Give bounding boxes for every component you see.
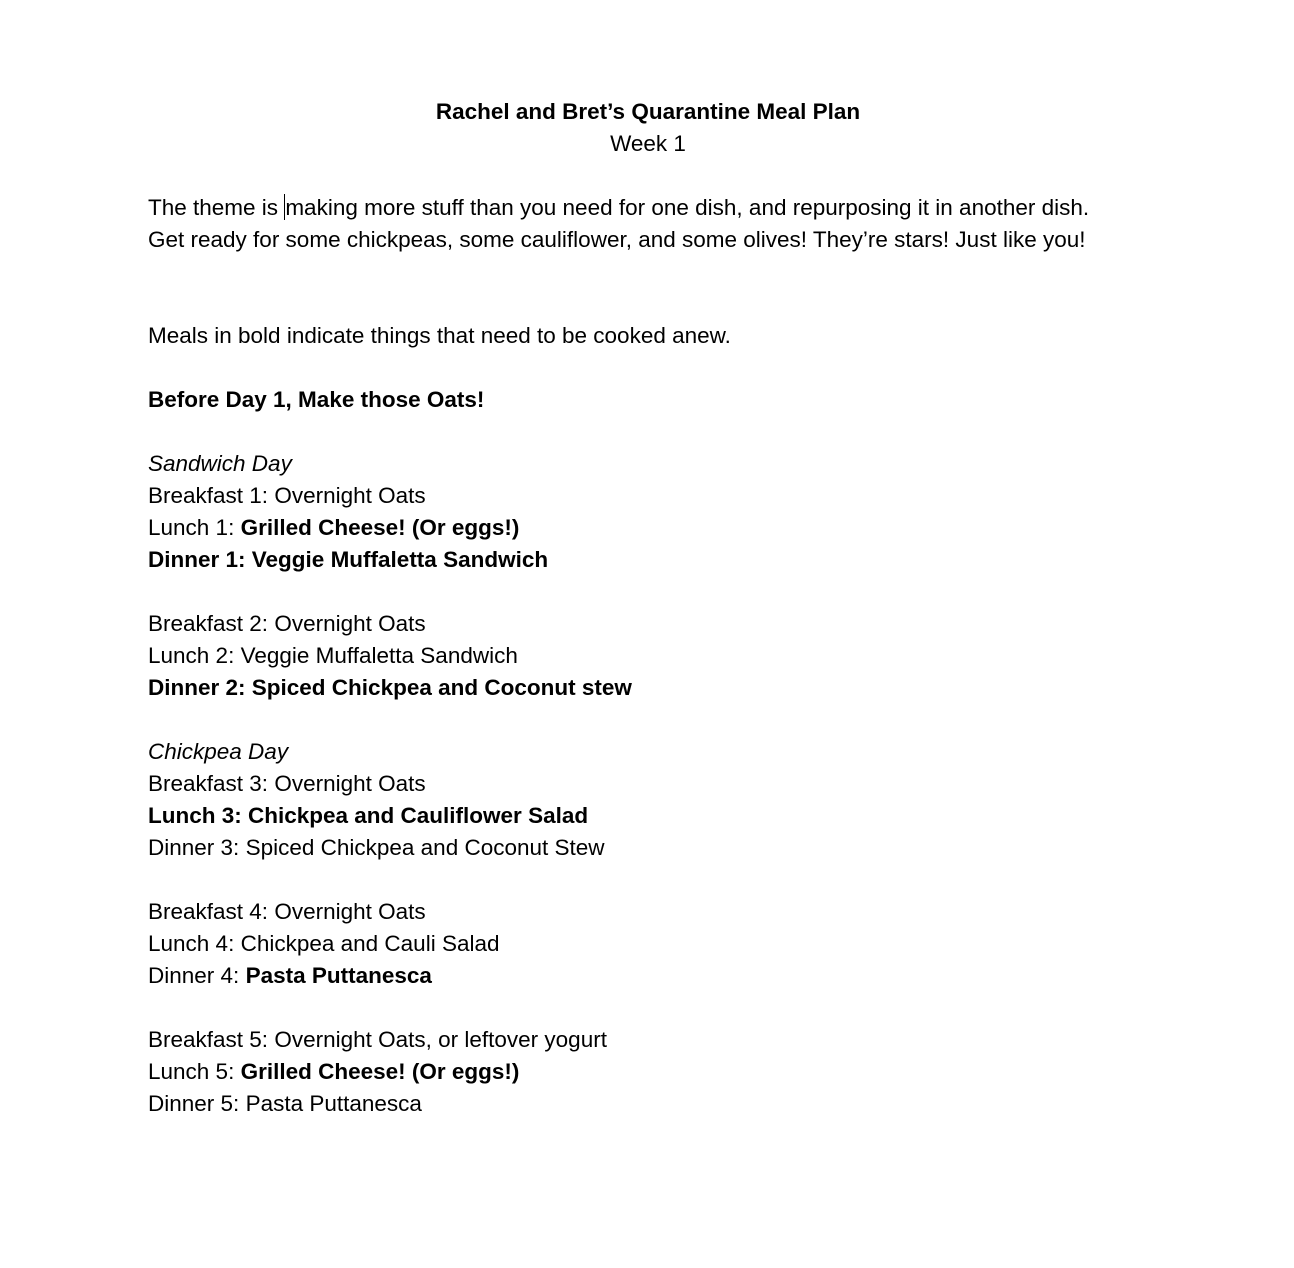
meal-dish: Veggie Muffaletta Sandwich <box>240 643 518 668</box>
meal-line <box>148 960 1148 992</box>
meal-line <box>148 768 1148 800</box>
day-block <box>148 608 1148 704</box>
meal-label: Lunch 4: <box>148 931 241 956</box>
day-heading: Chickpea Day <box>148 739 289 764</box>
meal-line <box>148 1056 1148 1088</box>
meal-line <box>148 480 1148 512</box>
meal-label: Lunch 1: <box>148 515 241 540</box>
meal-line <box>148 832 1148 864</box>
meal-line <box>148 1088 1148 1120</box>
meal-dish: Grilled Cheese! (Or eggs!) <box>240 1059 520 1084</box>
meal-line <box>148 640 1148 672</box>
meal-line <box>148 896 1148 928</box>
meal-line <box>148 544 1148 576</box>
meal-label: Dinner 4: <box>148 963 246 988</box>
day-block <box>148 736 1148 864</box>
meal-line <box>148 800 1148 832</box>
meal-label: Dinner 2: <box>148 675 252 700</box>
meal-line <box>148 928 1148 960</box>
meal-dish: Chickpea and Cauli Salad <box>240 931 500 956</box>
day-block <box>148 1024 1148 1120</box>
meal-dish: Veggie Muffaletta Sandwich <box>251 547 549 572</box>
meal-label: Dinner 5: <box>148 1091 246 1116</box>
day-block <box>148 448 1148 576</box>
meal-label: Breakfast 3: <box>148 771 275 796</box>
meal-schedule <box>148 416 1148 1120</box>
meal-dish: Overnight Oats <box>274 899 426 924</box>
meal-label: Breakfast 4: <box>148 899 275 924</box>
document-page[interactable] <box>148 96 1148 1120</box>
meal-dish: Spiced Chickpea and Coconut stew <box>251 675 632 700</box>
meal-dish: Grilled Cheese! (Or eggs!) <box>240 515 520 540</box>
day-heading: Sandwich Day <box>148 451 292 476</box>
meal-label: Lunch 5: <box>148 1059 241 1084</box>
meal-dish: Overnight Oats <box>274 611 426 636</box>
intro-paragraph-line-2: Get ready for some chickpeas, some cauliflower, and some olives! They’re stars! Just like you! <box>148 227 1086 252</box>
meal-dish: Pasta Puttanesca <box>245 963 432 988</box>
prep-heading: Before Day 1, Make those Oats! <box>148 387 485 412</box>
meal-line <box>148 1024 1148 1056</box>
meal-dish: Pasta Puttanesca <box>245 1091 422 1116</box>
meal-dish: Overnight Oats <box>274 483 426 508</box>
meal-label: Dinner 1: <box>148 547 252 572</box>
meal-dish: Chickpea and Cauliflower Salad <box>248 803 589 828</box>
meal-label: Lunch 3: <box>148 803 248 828</box>
meal-label: Breakfast 5: <box>148 1027 275 1052</box>
intro-text-after-cursor: making more stuff than you need for one dish, and repurposing it in another dish. <box>285 195 1090 220</box>
document-title: Rachel and Bret’s Quarantine Meal Plan <box>435 99 861 124</box>
meal-label: Lunch 2: <box>148 643 241 668</box>
meal-dish: Spiced Chickpea and Coconut Stew <box>245 835 605 860</box>
meal-label: Breakfast 1: <box>148 483 275 508</box>
intro-paragraph-line-1[interactable] <box>148 192 1148 224</box>
bold-legend-note: Meals in bold indicate things that need to be cooked anew. <box>148 323 731 348</box>
document-subtitle: Week 1 <box>610 131 686 156</box>
meal-label: Breakfast 2: <box>148 611 275 636</box>
meal-line <box>148 608 1148 640</box>
day-block <box>148 896 1148 992</box>
meal-label: Dinner 3: <box>148 835 246 860</box>
meal-line <box>148 512 1148 544</box>
meal-dish: Overnight Oats, or leftover yogurt <box>274 1027 607 1052</box>
intro-text-before-cursor: The theme is <box>148 195 285 220</box>
meal-line <box>148 672 1148 704</box>
meal-dish: Overnight Oats <box>274 771 426 796</box>
